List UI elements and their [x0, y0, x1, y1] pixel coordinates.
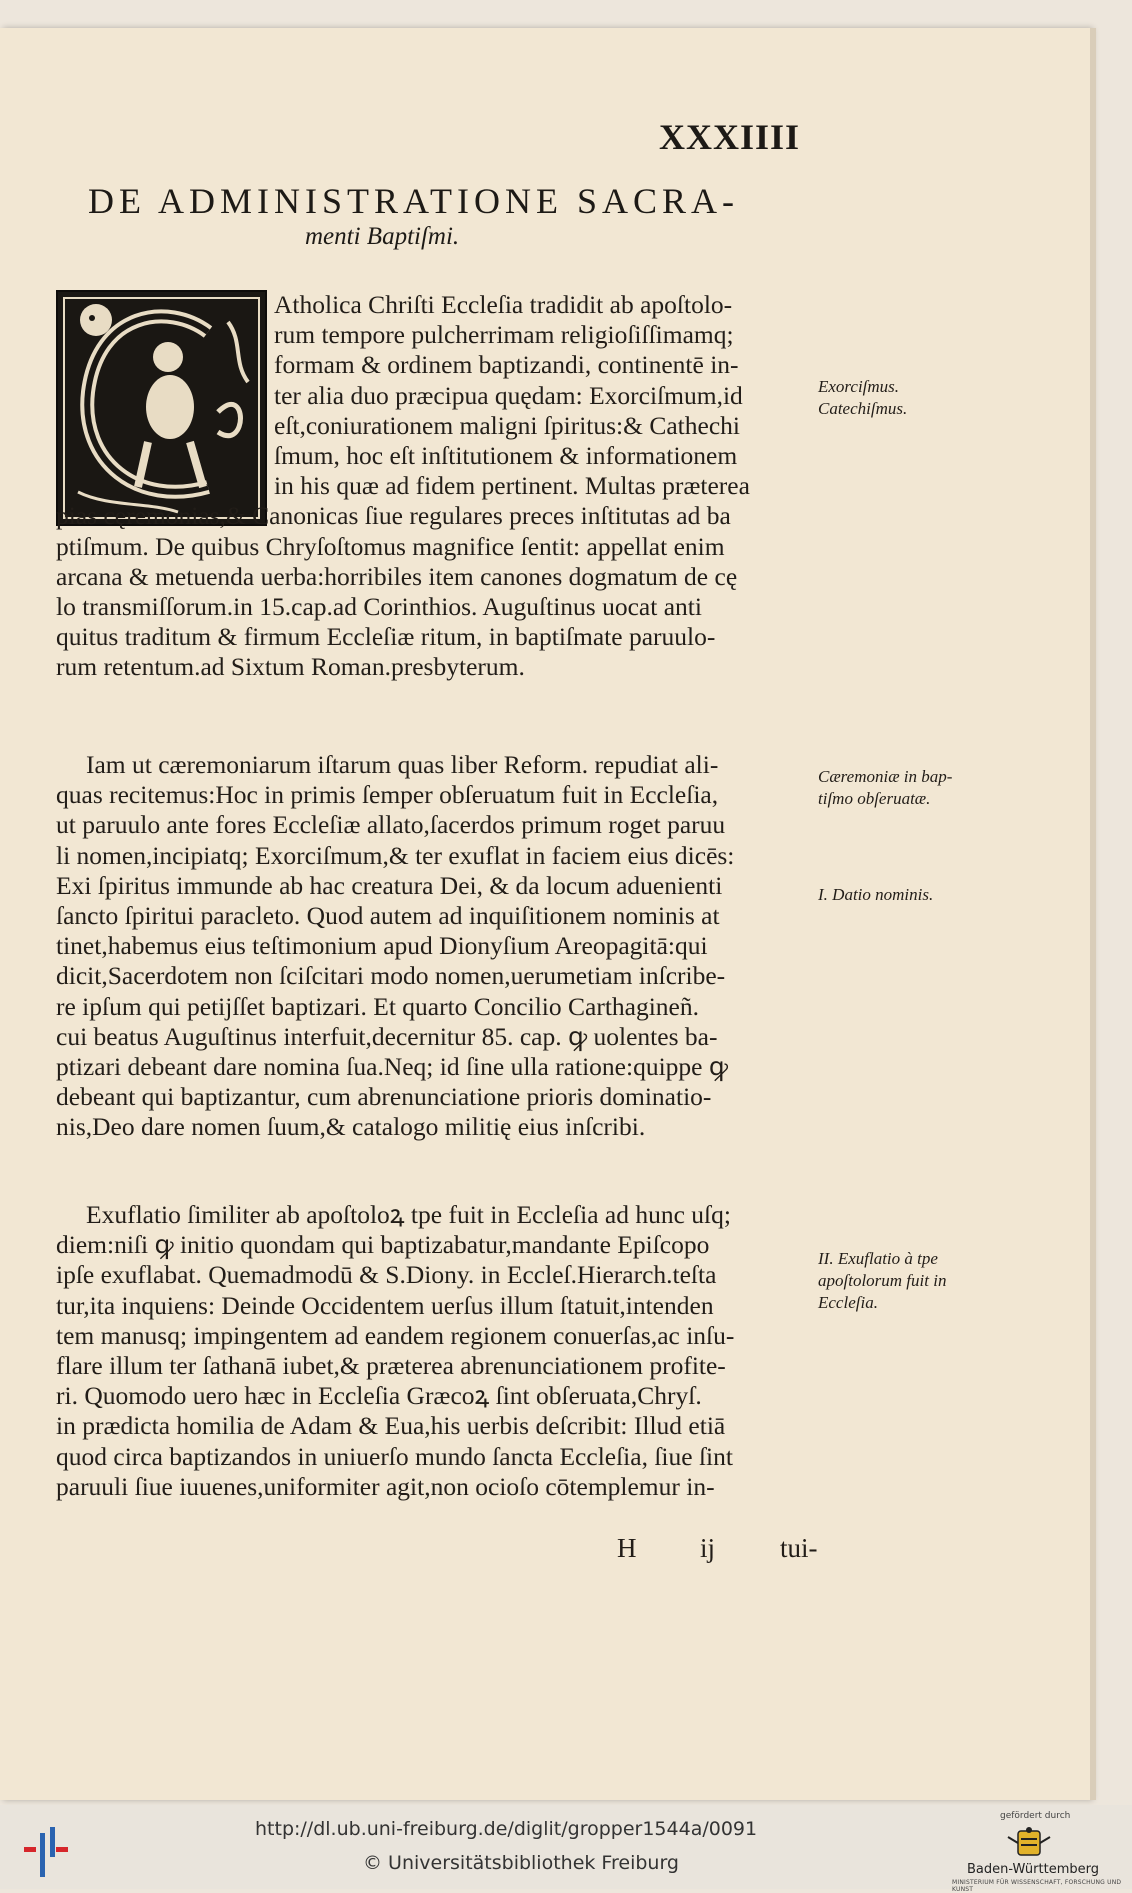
- text-line: diem:niſi ꝙ initio quondam qui baptizabatur,mandante Epiſcopo: [56, 1230, 710, 1260]
- text-line: debeant qui baptizantur, cum abrenunciatione prioris dominatio-: [56, 1082, 712, 1112]
- text-line: dicit,Sacerdotem non ſciſcitari modo nomen,uerumetiam inſcribe-: [56, 961, 726, 991]
- marginal-note-exsufflation: [818, 1248, 988, 1314]
- university-library-logo-icon: [20, 1823, 70, 1879]
- text-line: eſt,coniurationem maligni ſpiritus:& Cathechi: [274, 410, 740, 440]
- text-line: ipſe exuflabat. Quemadmodū & S.Diony. in Eccleſ.Hierarch.teſta: [56, 1260, 717, 1290]
- svg-text:C: C: [128, 480, 129, 481]
- marginal-note-exorcism: [818, 376, 988, 420]
- text-line: cui beatus Auguſtinus interfuit,decernitur 85. cap. ꝙ uolentes ba-: [56, 1021, 718, 1051]
- text-line: rum tempore pulcherrimam religioſiſſimamq;: [274, 320, 734, 350]
- text-line: ſmum, hoc eſt inſtitutionem & informationem: [274, 441, 738, 471]
- margin-line: Cæremoniæ in bap-: [818, 767, 953, 786]
- state-crest-icon: [1006, 1827, 1052, 1859]
- footer-bar: [0, 1805, 1132, 1893]
- signature-number: ij: [700, 1533, 716, 1563]
- page-edge: [1090, 28, 1096, 1800]
- text-line: in prædicta homilia de Adam & Eua,his uerbis deſcribit: Illud etiā: [56, 1411, 726, 1441]
- margin-line: apoſtolorum fuit in: [818, 1271, 947, 1290]
- text-line: Iam ut cæremoniarum iſtarum quas liber Reform. repudiat ali-: [86, 750, 719, 779]
- text-line: tinet,habemus eius teſtimonium apud Dionyſium Areopagitā:qui: [56, 931, 708, 961]
- text-line: Atholica Chriſti Eccleſia tradidit ab apoſtolo-: [274, 290, 733, 319]
- sponsor-label: gefördert durch: [1000, 1811, 1071, 1821]
- text-line: Exuflatio ſimiliter ab apoſtoloꝝ tpe fuit in Eccleſia ad hunc uſq;: [86, 1200, 731, 1229]
- text-line: rum retentum.ad Sixtum Roman.presbyterum.: [56, 652, 525, 682]
- text-line: nis,Deo dare nomen ſuum,& catalogo militię eius inſcribi.: [56, 1112, 646, 1142]
- margin-line: tiſmo obſeruatæ.: [818, 789, 931, 808]
- text-line: paruuli ſiue iuuenes,uniformiter agit,non ocioſo cōtemplemur in-: [56, 1471, 715, 1501]
- margin-line: Eccleſia.: [818, 1293, 878, 1312]
- scanned-page: [0, 28, 1090, 1800]
- text-line: tur,ita inquiens: Deinde Occidentem uerſus illum ſtatuit,intenden: [56, 1290, 714, 1320]
- permalink-url[interactable]: http://dl.ub.uni-freiburg.de/diglit/gropper1544a/0091: [255, 1818, 758, 1840]
- sponsor-ministry: MINISTERIUM FÜR WISSENSCHAFT, FORSCHUNG UND KUNST: [952, 1879, 1122, 1893]
- paragraph-1: [56, 290, 816, 683]
- text-line: lo transmiſſorum.in 15.cap.ad Corinthios. Auguſtinus uocat anti: [56, 592, 702, 622]
- text-line: in his quæ ad fidem pertinent. Multas præterea: [274, 471, 750, 501]
- margin-line: I. Datio nominis.: [818, 885, 934, 904]
- text-line: ter alia duo præcipua quędam: Exorciſmum,id: [274, 380, 743, 410]
- marginal-note-naming: [818, 884, 988, 906]
- copyright-notice: © Universitätsbibliothek Freiburg: [363, 1852, 679, 1874]
- margin-line: Catechiſmus.: [818, 399, 908, 418]
- marginal-note-ceremonies: [818, 766, 988, 810]
- margin-line: Exorciſmus.: [818, 377, 900, 396]
- text-line: re ipſum qui petijſſet baptizari. Et quarto Concilio Carthagineñ.: [56, 991, 700, 1021]
- text-line: tem manusq; impingentem ad eandem regionem conuerſas,ac inſu-: [56, 1320, 735, 1350]
- text-line: pias cęremonias,& Canonicas ſiue regulares preces inſtitutas ad ba: [56, 501, 731, 531]
- sponsor-name: Baden-Württemberg: [967, 1862, 1099, 1877]
- signature-mark: H: [617, 1533, 637, 1563]
- chapter-heading: DE ADMINISTRATIONE SACRA-: [88, 181, 740, 221]
- text-line: arcana & metuenda uerba:horribiles item canones dogmatum de cę: [56, 561, 738, 591]
- margin-line: II. Exuflatio à tpe: [818, 1249, 938, 1268]
- text-line: flare illum ter ſathanā iubet,& præterea abrenunciationem profite-: [56, 1351, 726, 1381]
- paragraph-3: [56, 1200, 816, 1502]
- text-line: quod circa baptizandos in uniuerſo mundo ſancta Eccleſia, ſiue ſint: [56, 1441, 733, 1471]
- text-line: ptizari debeant dare nomina ſua.Neq; id ſine ulla ratione:quippe ꝙ: [56, 1052, 729, 1082]
- text-line: formam & ordinem baptizandi, continentē in-: [274, 350, 739, 380]
- text-line: quas recitemus:Hoc in primis ſemper obſeruatum fuit in Eccleſia,: [56, 780, 719, 810]
- catchword: tui-: [780, 1533, 818, 1563]
- text-line: ſancto ſpiritui paracleto. Quod autem ad inquiſitionem nominis at: [56, 901, 720, 931]
- text-line: quitus traditum & firmum Eccleſiæ ritum, in baptiſmate paruulo-: [56, 622, 716, 652]
- text-line: li nomen,incipiatq; Exorciſmum,& ter exuflat in faciem eius dicēs:: [56, 840, 735, 870]
- paragraph-2: [56, 750, 816, 1143]
- text-line: Exi ſpiritus immunde ab hac creatura Dei, & da locum aduenienti: [56, 870, 723, 900]
- chapter-subheading: menti Baptiſmi.: [305, 223, 460, 250]
- text-line: ut paruulo ante fores Eccleſiæ allato,ſacerdos primum roget paruu: [56, 810, 726, 840]
- text-line: ri. Quomodo uero hæc in Eccleſia Græcoꝝ ſint obſeruata,Chryſ.: [56, 1381, 702, 1411]
- folio-number: XXXIIII: [658, 117, 800, 157]
- text-line: ptiſmum. De quibus Chryſoſtomus magnifice ſentit: appellat enim: [56, 531, 725, 561]
